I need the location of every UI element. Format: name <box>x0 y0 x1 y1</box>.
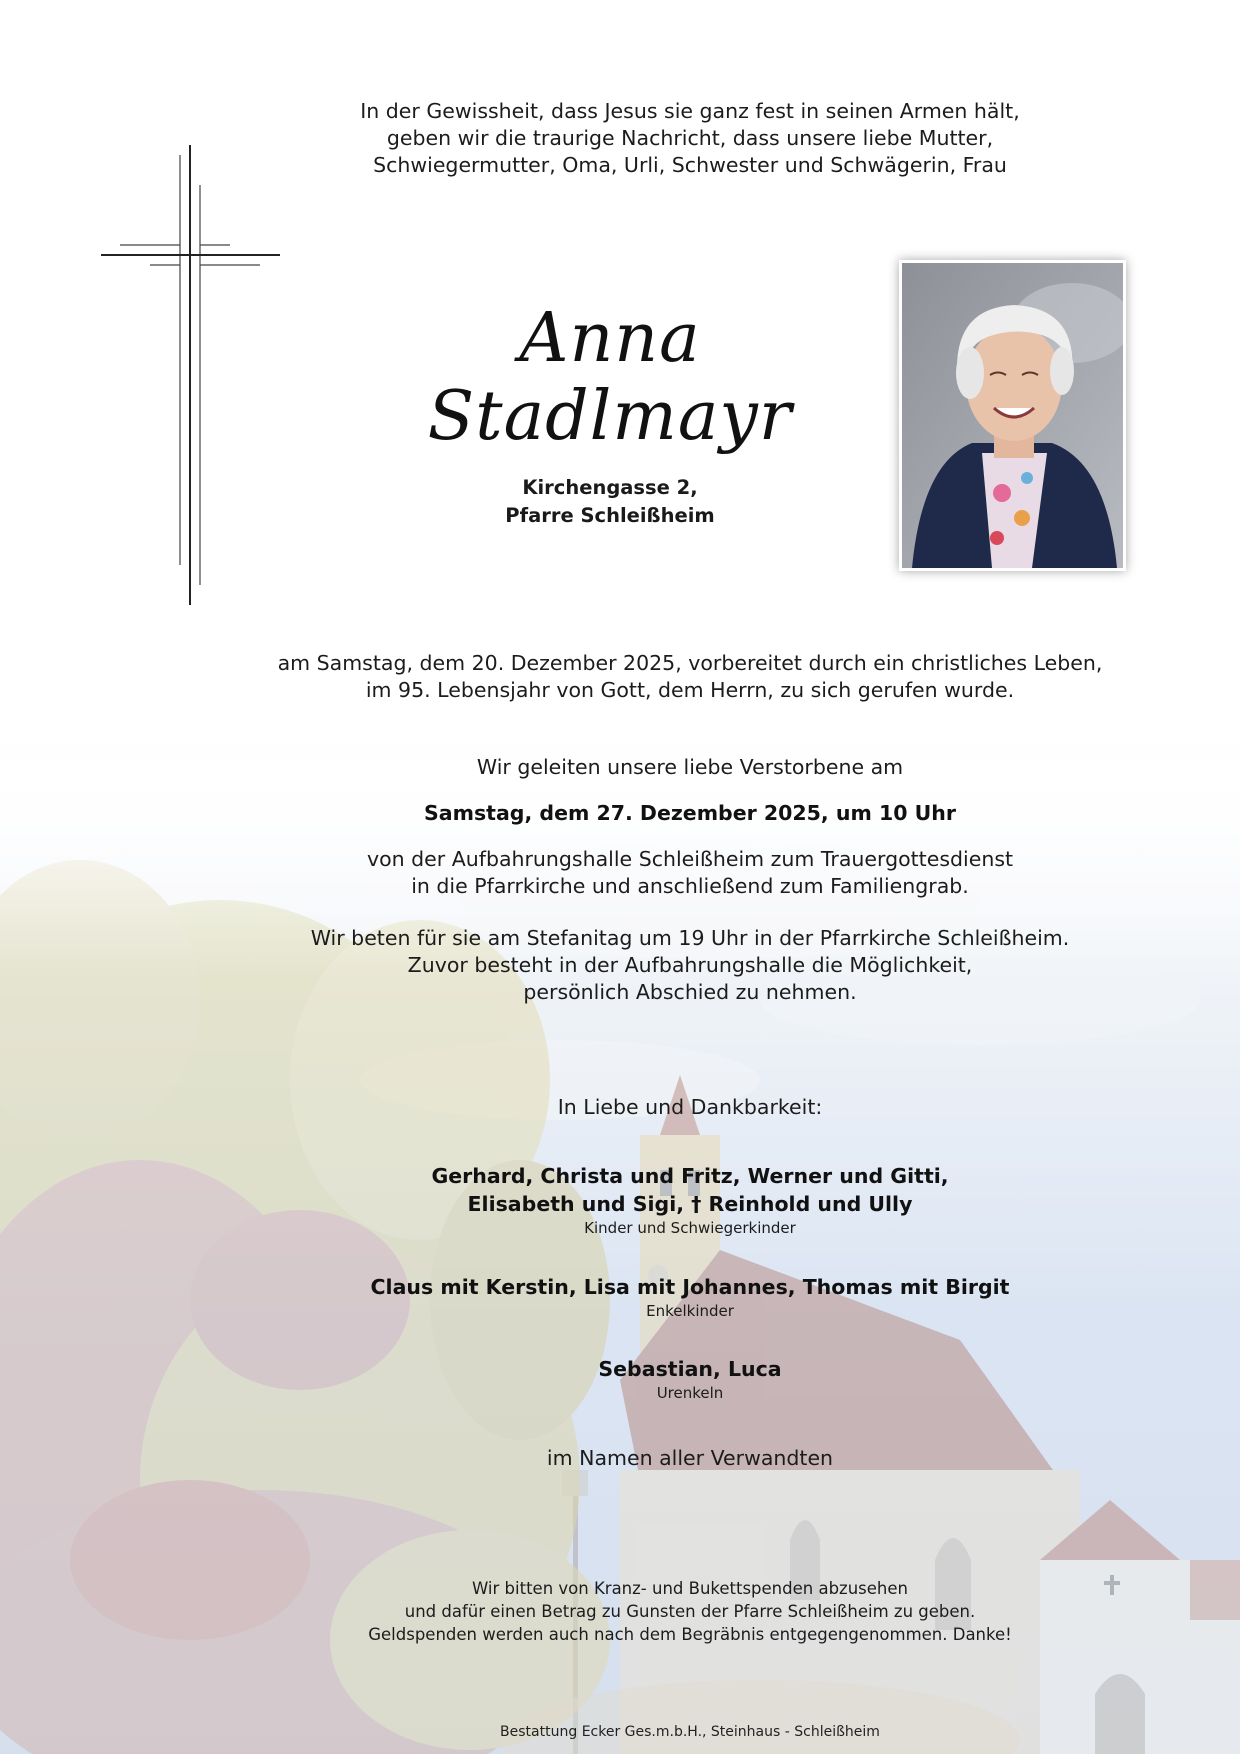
funeral-intro: Wir geleiten unsere liebe Verstorbene am <box>476 755 904 779</box>
mourner-role: Urenkeln <box>656 1384 724 1402</box>
address-street: Kirchengasse 2, <box>522 476 698 499</box>
intro-text <box>310 98 1070 179</box>
mourner-role: Enkelkinder <box>646 1302 734 1320</box>
portrait-photo <box>899 260 1126 571</box>
intro-line: In der Gewissheit, dass Jesus sie ganz fest in seinen Armen hält, <box>360 99 1020 123</box>
death-notice-line: am Samstag, dem 20. Dezember 2025, vorbereitet durch ein christliches Leben, <box>277 651 1103 675</box>
mourner-names: Elisabeth und Sigi, † Reinhold und Ully <box>467 1192 913 1216</box>
mourner-group-children <box>310 1162 1070 1239</box>
cross-icon <box>100 145 282 607</box>
first-name: Anna <box>519 299 701 378</box>
mourner-group-great-grandchildren <box>310 1355 1070 1404</box>
intro-line: geben wir die traurige Nachricht, dass unsere liebe Mutter, <box>386 126 994 150</box>
funeral-route <box>310 846 1070 900</box>
donation-line: Geldspenden werden auch nach dem Begräbnis entgegengenommen. Danke! <box>368 1625 1012 1644</box>
donation-note <box>310 1577 1070 1646</box>
mourner-group-grandchildren <box>310 1273 1070 1322</box>
mourner-names: Claus mit Kerstin, Lisa mit Johannes, Thomas mit Birgit <box>370 1275 1010 1299</box>
deceased-name <box>410 300 810 456</box>
death-notice <box>270 650 1110 704</box>
mourner-role: Kinder und Schwiegerkinder <box>584 1219 796 1237</box>
death-notice-line: im 95. Lebensjahr von Gott, dem Herrn, zu sich gerufen wurde. <box>365 678 1015 702</box>
deceased-address <box>410 474 810 530</box>
mourners-closing: im Namen aller Verwandten <box>546 1446 834 1470</box>
portrait-image <box>902 263 1123 568</box>
undertaker-footer: Bestattung Ecker Ges.m.b.H., Steinhaus - Schleißheim <box>500 1724 880 1740</box>
mourner-names: Sebastian, Luca <box>598 1357 782 1381</box>
donation-line: Wir bitten von Kranz- und Bukettspenden abzusehen <box>471 1579 908 1598</box>
last-name: Stadlmayr <box>427 377 793 456</box>
funeral-route-line: von der Aufbahrungshalle Schleißheim zum Trauergottesdienst <box>366 847 1014 871</box>
prayer-line: persönlich Abschied zu nehmen. <box>523 980 857 1004</box>
intro-line: Schwiegermutter, Oma, Urli, Schwester und Schwägerin, Frau <box>373 153 1007 177</box>
prayer-info <box>310 925 1070 1006</box>
donation-line: und dafür einen Betrag zu Gunsten der Pfarre Schleißheim zu geben. <box>404 1602 976 1621</box>
prayer-line: Wir beten für sie am Stefanitag um 19 Uhr in der Pfarrkirche Schleißheim. <box>310 926 1070 950</box>
prayer-line: Zuvor besteht in der Aufbahrungshalle die Möglichkeit, <box>407 953 973 977</box>
address-parish: Pfarre Schleißheim <box>505 504 715 527</box>
mourners-heading: In Liebe und Dankbarkeit: <box>557 1095 823 1119</box>
funeral-route-line: in die Pfarrkirche und anschließend zum Familiengrab. <box>411 874 969 898</box>
mourner-names: Gerhard, Christa und Fritz, Werner und Gitti, <box>431 1164 949 1188</box>
funeral-date: Samstag, dem 27. Dezember 2025, um 10 Uhr <box>424 801 956 825</box>
